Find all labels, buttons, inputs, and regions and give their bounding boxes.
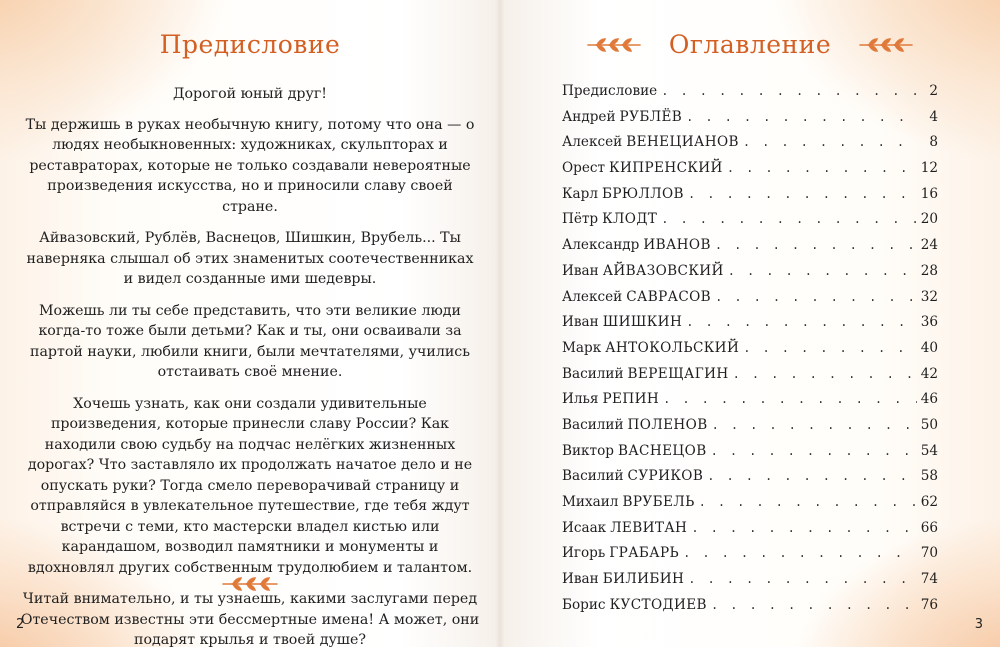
contents-header bbox=[500, 30, 1000, 59]
toc-first-name: Михаил bbox=[562, 494, 619, 510]
preface-paragraph: Айвазовский, Рублёв, Васнецов, Шишкин, Врубель... Ты наверняка слышал об этих знаменитых соотечественниках и видел созданные ими шедевры. bbox=[26, 230, 474, 287]
toc-first-name: Виктор bbox=[562, 442, 614, 459]
contents-title: Оглавление bbox=[668, 30, 832, 59]
laurel-branch-ornament-icon bbox=[219, 575, 281, 593]
toc-first-name: Василий bbox=[562, 416, 624, 433]
toc-entry[interactable] bbox=[562, 520, 938, 546]
toc-page-number: 62 bbox=[920, 494, 938, 510]
toc-surname: КИПРЕНСКИЙ bbox=[609, 160, 723, 177]
toc-page-number: 4 bbox=[929, 108, 938, 125]
toc-first-name: Игорь bbox=[562, 545, 606, 562]
toc-dot-leader bbox=[727, 161, 917, 175]
toc-entry[interactable] bbox=[562, 314, 938, 340]
preface-paragraph: Читай внимательно, и ты узнаешь, какими заслугами перед Отечеством известны эти бессмертные имена! А может, они подарят крылья и твоей душе? bbox=[20, 591, 480, 647]
toc-dot-leader bbox=[663, 392, 917, 406]
toc-dot-leader bbox=[715, 238, 917, 252]
toc-entry[interactable] bbox=[562, 468, 938, 494]
toc-page-number: 66 bbox=[920, 519, 938, 536]
toc-surname: РЕПИН bbox=[602, 391, 660, 408]
toc-dot-leader bbox=[688, 572, 916, 586]
toc-entry[interactable] bbox=[562, 263, 938, 289]
toc-surname: БИЛИБИН bbox=[602, 571, 685, 588]
toc-page-number: 70 bbox=[920, 545, 938, 562]
toc-page-number: 24 bbox=[920, 237, 938, 254]
laurel-branch-ornament-icon bbox=[857, 36, 915, 54]
toc-dot-leader bbox=[661, 84, 918, 98]
toc-first-name: Марк bbox=[562, 339, 602, 356]
toc-surname: ШИШКИН bbox=[602, 314, 683, 331]
toc-dot-leader bbox=[699, 495, 917, 509]
preface-paragraph: Ты держишь в руках необычную книгу, потому что она — о людях необыкновенных: художниках, скульпторах и реставраторах, которые не только создавали невероятные произведения искусства, но и приносили славу своей стране. bbox=[25, 116, 475, 215]
toc-entry[interactable] bbox=[562, 494, 938, 520]
toc-surname: АНТОКОЛЬСКИЙ bbox=[605, 339, 740, 356]
toc-page-number: 16 bbox=[920, 185, 938, 202]
toc-page-number: 12 bbox=[920, 160, 938, 177]
toc-entry[interactable] bbox=[562, 597, 938, 623]
preface-title: Предисловие bbox=[159, 30, 341, 59]
toc-surname: ВРУБЕЛЬ bbox=[622, 494, 695, 510]
toc-dot-leader bbox=[728, 264, 917, 278]
toc-dot-leader bbox=[711, 444, 917, 458]
toc-entry[interactable] bbox=[562, 83, 938, 109]
toc-surname: КЛОДТ bbox=[602, 211, 658, 228]
toc-page-number: 74 bbox=[920, 571, 938, 588]
toc-first-name: Андрей bbox=[562, 108, 616, 125]
toc-surname: ВАСНЕЦОВ bbox=[617, 442, 707, 459]
toc-first-name: Иван bbox=[562, 262, 599, 279]
toc-dot-leader bbox=[712, 418, 917, 432]
toc-surname: АЙВАЗОВСКИЙ bbox=[602, 262, 724, 279]
toc-dot-leader bbox=[733, 367, 917, 381]
preface-paragraph: Можешь ли ты себе представить, что эти великие люди когда-то тоже были детьми? Как и ты, они осваивали за партой науки, любили книги, были мечтателями, учились отстаивать своё мнение. bbox=[30, 302, 470, 380]
toc-first-name: Василий bbox=[562, 468, 624, 485]
toc-entry[interactable] bbox=[562, 545, 938, 571]
toc-dot-leader bbox=[743, 135, 918, 149]
toc-page-number: 54 bbox=[920, 442, 938, 459]
toc-page-number: 8 bbox=[929, 134, 938, 151]
toc-first-name: Борис bbox=[562, 596, 606, 613]
toc-surname: ГРАБАРЬ bbox=[609, 545, 680, 562]
toc-page-number: 58 bbox=[920, 468, 938, 485]
toc-first-name: Предисловие bbox=[562, 83, 658, 99]
table-of-contents bbox=[562, 83, 938, 622]
toc-first-name: Иван bbox=[562, 571, 599, 588]
toc-page-number: 36 bbox=[920, 314, 938, 331]
preface-text bbox=[20, 84, 480, 647]
toc-surname: БРЮЛЛОВ bbox=[601, 185, 684, 202]
toc-surname: ВЕНЕЦИАНОВ bbox=[626, 134, 739, 151]
toc-dot-leader bbox=[743, 341, 916, 355]
toc-dot-leader bbox=[707, 469, 916, 483]
toc-first-name: Василий bbox=[562, 365, 624, 382]
toc-surname: КУСТОДИЕВ bbox=[609, 596, 707, 613]
toc-page-number: 46 bbox=[920, 391, 938, 408]
toc-surname: ЛЕВИТАН bbox=[610, 519, 688, 536]
toc-entry[interactable] bbox=[562, 391, 938, 417]
toc-entry[interactable] bbox=[562, 109, 938, 135]
toc-page-number: 2 bbox=[929, 83, 938, 99]
toc-surname: РУБЛЁВ bbox=[619, 108, 683, 125]
laurel-branch-ornament-icon bbox=[585, 36, 643, 54]
toc-page-number: 76 bbox=[920, 596, 938, 613]
page-number-right: 3 bbox=[974, 617, 983, 632]
toc-entry[interactable] bbox=[562, 366, 938, 392]
toc-dot-leader bbox=[683, 546, 917, 560]
toc-page-number: 20 bbox=[920, 211, 938, 228]
toc-page-number: 32 bbox=[920, 288, 938, 305]
toc-first-name: Илья bbox=[562, 391, 599, 408]
toc-page-number: 42 bbox=[920, 365, 938, 382]
toc-dot-leader bbox=[688, 187, 917, 201]
toc-entry[interactable] bbox=[562, 134, 938, 160]
toc-entry[interactable] bbox=[562, 160, 938, 186]
toc-surname: САВРАСОВ bbox=[626, 288, 712, 305]
toc-dot-leader bbox=[691, 521, 916, 535]
toc-dot-leader bbox=[711, 598, 917, 612]
bottom-ornament bbox=[0, 575, 500, 597]
toc-dot-leader bbox=[686, 315, 916, 329]
toc-page-number: 28 bbox=[920, 262, 938, 279]
toc-surname: ПОЛЕНОВ bbox=[627, 416, 708, 433]
toc-page-number: 40 bbox=[920, 339, 938, 356]
toc-entry[interactable] bbox=[562, 340, 938, 366]
toc-entry[interactable] bbox=[562, 211, 938, 237]
toc-entry[interactable] bbox=[562, 186, 938, 212]
toc-page-number: 50 bbox=[920, 416, 938, 433]
toc-dot-leader bbox=[715, 290, 917, 304]
toc-entry[interactable] bbox=[562, 443, 938, 469]
toc-first-name: Алексей bbox=[562, 134, 623, 151]
toc-surname: СУРИКОВ bbox=[627, 468, 704, 485]
toc-entry[interactable] bbox=[562, 289, 938, 315]
toc-first-name: Орест bbox=[562, 160, 606, 177]
toc-surname: ИВАНОВ bbox=[643, 237, 711, 254]
toc-first-name: Карл bbox=[562, 185, 598, 202]
preface-paragraph: Хочешь узнать, как они создали удивительные произведения, которые принесли славу России? Как находили свою судьбу на подчас нелёгких жизненных дорогах? Что заставляло их продолжать начатое дело и не опускать руки? Тогда смело переворачивай страницу и отправляйся в увлекательное путешествие, где тебя ждут встречи с теми, кто мастерски владел кистью или карандашом, возводил памятники и монументы и вдохновлял других собственным трудолюбием и талантом. bbox=[27, 395, 473, 576]
toc-first-name: Исаак bbox=[562, 519, 607, 536]
page-number-left: 2 bbox=[16, 617, 25, 632]
toc-entry[interactable] bbox=[562, 571, 938, 597]
toc-dot-leader bbox=[661, 212, 916, 226]
toc-first-name: Пётр bbox=[562, 211, 599, 228]
toc-first-name: Иван bbox=[562, 314, 599, 331]
toc-surname: ВЕРЕЩАГИН bbox=[627, 365, 729, 382]
preface-paragraph: Дорогой юный друг! bbox=[172, 86, 327, 102]
toc-first-name: Александр bbox=[562, 237, 640, 254]
toc-first-name: Алексей bbox=[562, 288, 623, 305]
toc-entry[interactable] bbox=[562, 417, 938, 443]
toc-dot-leader bbox=[686, 110, 918, 124]
toc-entry[interactable] bbox=[562, 237, 938, 263]
right-page bbox=[500, 0, 1000, 647]
